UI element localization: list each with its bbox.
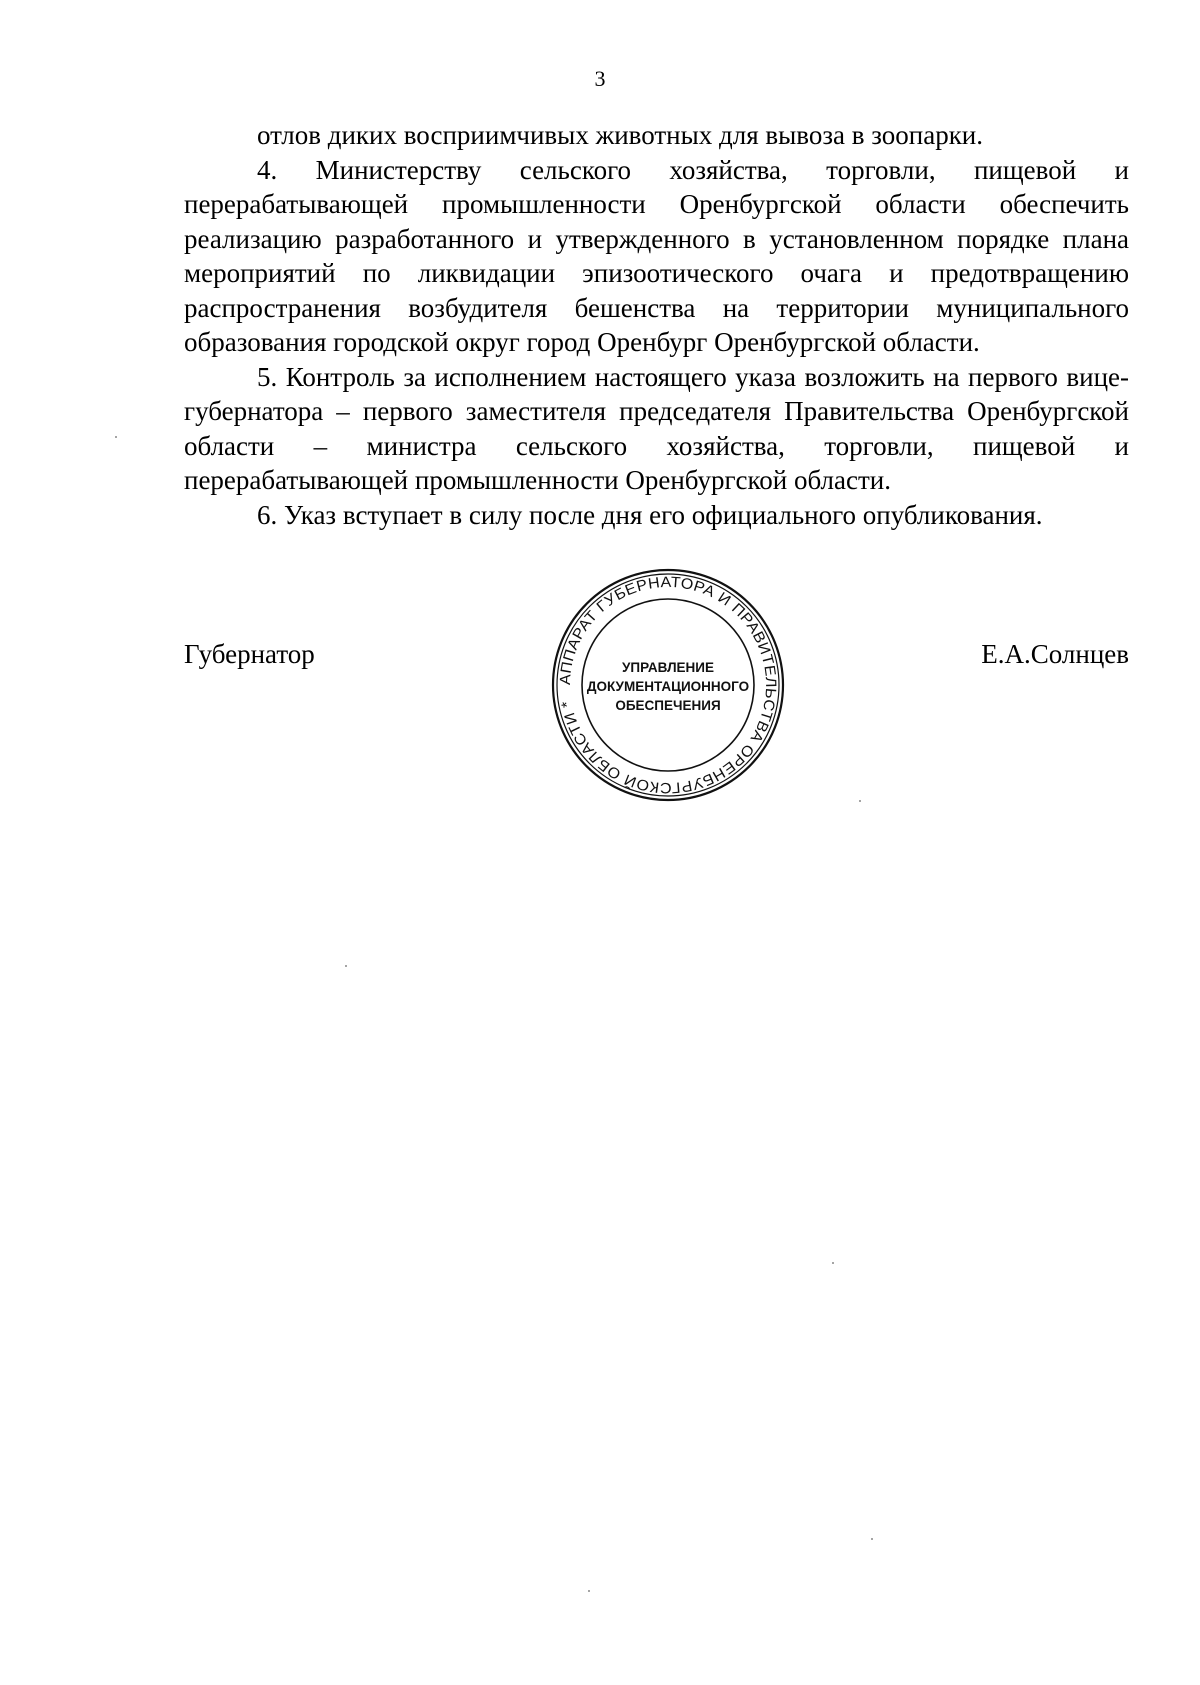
document-body [184,118,1129,532]
scan-speck [832,1262,834,1264]
paragraph-item-6: 6. Указ вступает в силу после дня его официального опубликования. [257,499,1043,530]
scan-speck [115,436,117,438]
stamp-inner-line-2: ДОКУМЕНТАЦИОННОГО [586,679,750,694]
signer-title: Губернатор [184,639,315,669]
stamp-outer-text: АППАРАТ ГУБЕРНАТОРА И ПРАВИТЕЛЬСТВА ОРЕНБУРГСКОЙ ОБЛАСТИ * [556,573,780,797]
paragraph-continuation: отлов диких восприимчивых животных для вывоза в зоопарки. [257,120,984,150]
paragraph-item-4: 4. Министерству сельского хозяйства, торговли, пищевой и перерабатывающей промышленности Оренбургской области обеспечить реализацию разработанного и утвержденного в установленном порядке плана мероприятий по ликвидации эпизоотического очага и предотвращению распространения возбудителя бешенства на территории муниципального образования городской округ город Оренбург Оренбургской области. [184,154,1129,357]
scan-speck [871,1538,873,1540]
page-number: 3 [594,66,606,91]
scan-speck [345,965,347,967]
scan-speck [859,800,861,802]
scan-speck [588,1590,590,1592]
official-stamp [548,565,788,805]
signer-name: Е.А.Солнцев [981,639,1129,669]
stamp-inner-line-1: УПРАВЛЕНИЕ [621,660,715,675]
paragraph-item-5: 5. Контроль за исполнением настоящего указа возложить на первого вице-губернатора – первого заместителя председателя Правительства Оренбургской области – министра сельского хозяйства, торговли, пищевой и перерабатывающей промышленности Оренбургской области. [184,361,1129,495]
stamp-inner-line-3: ОБЕСПЕЧЕНИЯ [615,698,721,713]
stamp-seal-icon [548,565,788,805]
